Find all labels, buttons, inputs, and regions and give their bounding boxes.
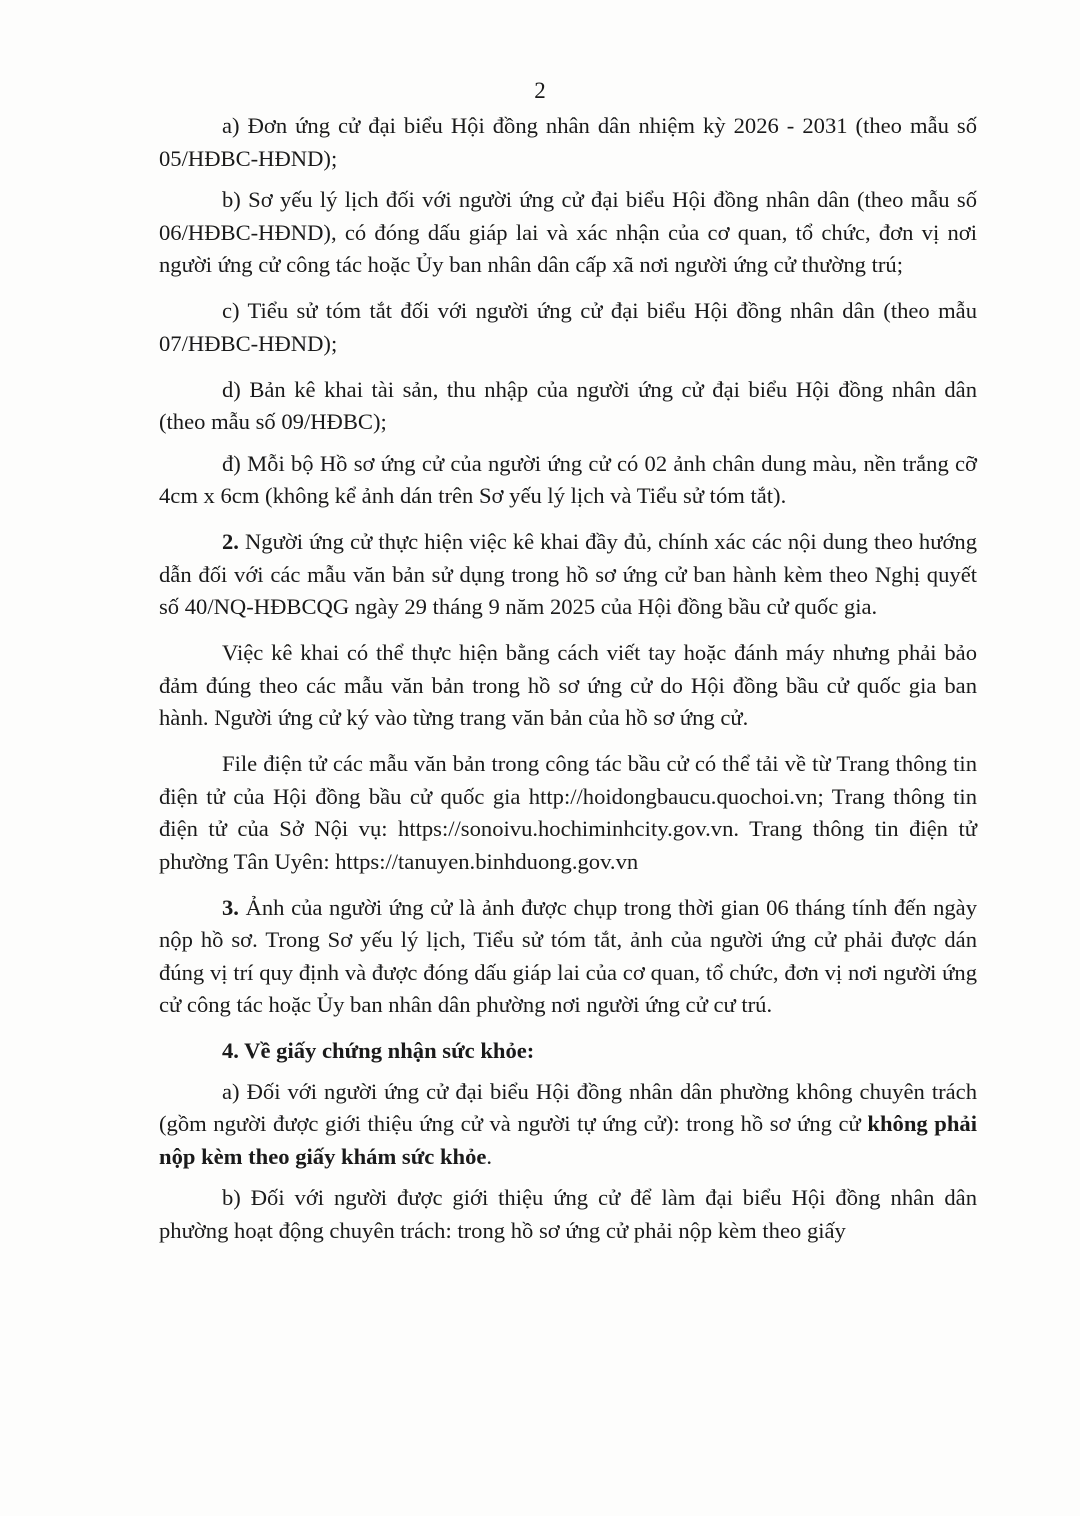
section-3-number: 3. xyxy=(222,894,239,920)
section-4-item-b: b) Đối với người được giới thiệu ứng cử để làm đại biểu Hội đồng nhân dân phường hoạt động chuyên trách: trong hồ sơ ứng cử phải nộp kèm theo giấy xyxy=(159,1185,977,1243)
section-3-text: Ảnh của người ứng cử là ảnh được chụp trong thời gian 06 tháng tính đến ngày nộp hồ sơ. Trong Sơ yếu lý lịch, Tiểu sử tóm tắt, ảnh của người ứng cử phải được dán đúng vị trí quy định và được đóng dấu giáp lai của cơ quan, tổ chức, đơn vị nơi người ứng cử công tác hoặc Ủy ban nhân dân phường nơi người ứng cử cư trú. xyxy=(159,894,977,1017)
section-2-text: Người ứng cử thực hiện việc kê khai đầy đủ, chính xác các nội dung theo hướng dẫn đối với các mẫu văn bản sử dụng trong hồ sơ ứng cử ban hành kèm theo Nghị quyết số 40/NQ-HĐBCQG ngày 29 tháng 9 năm 2025 của Hội đồng bầu cử quốc gia. xyxy=(159,529,977,619)
item-a: a) Đơn ứng cử đại biểu Hội đồng nhân dân nhiệm kỳ 2026 - 2031 (theo mẫu số 05/HĐBC-HĐND); xyxy=(159,113,977,171)
section-4-heading: 4. Về giấy chứng nhận sức khỏe: xyxy=(222,1038,535,1063)
section-2-paragraph xyxy=(159,526,977,624)
page-number: 2 xyxy=(534,78,546,103)
item-b: b) Sơ yếu lý lịch đối với người ứng cử đại biểu Hội đồng nhân dân (theo mẫu số 06/HĐBC-HĐND), có đóng dấu giáp lai và xác nhận của cơ quan, tổ chức, đơn vị nơi người ứng cử công tác hoặc Ủy ban nhân dân cấp xã nơi người ứng cử thường trú; xyxy=(159,187,977,277)
item-d: d) Bản kê khai tài sản, thu nhập của người ứng cử đại biểu Hội đồng nhân dân (theo mẫu số 09/HĐBC); xyxy=(159,376,977,434)
section-2-paragraph-3: File điện tử các mẫu văn bản trong công tác bầu cử có thể tải về từ Trang thông tin điện tử của Hội đồng bầu cử quốc gia http://hoidongbaucu.quochoi.vn; Trang thông tin điện tử của Sở Nội vụ: https://sonoivu.hochiminhcity.gov.vn. Trang thông tin điện tử phường Tân Uyên: https://tanuyen.binhduong.gov.vn xyxy=(159,751,977,874)
section-3-paragraph xyxy=(159,892,977,1022)
item-dd: đ) Mỗi bộ Hồ sơ ứng cử của người ứng cử có 02 ảnh chân dung màu, nền trắng cỡ 4cm x 6cm (không kể ảnh dán trên Sơ yếu lý lịch và Tiểu sử tóm tắt). xyxy=(159,450,977,508)
section-4-item-a xyxy=(159,1076,977,1174)
section-4-item-a-text: a) Đối với người ứng cử đại biểu Hội đồng nhân dân phường không chuyên trách (gồm người được giới thiệu ứng cử và người tự ứng cử): trong hồ sơ ứng cử xyxy=(159,1078,977,1136)
item-c: c) Tiểu sử tóm tắt đối với người ứng cử đại biểu Hội đồng nhân dân (theo mẫu 07/HĐBC-HĐND); xyxy=(159,298,977,356)
document-body xyxy=(159,110,977,1261)
section-4-item-a-end: . xyxy=(486,1143,493,1169)
section-2-paragraph-2: Việc kê khai có thể thực hiện bằng cách viết tay hoặc đánh máy nhưng phải bảo đảm đúng theo các mẫu văn bản trong hồ sơ ứng cử do Hội đồng bầu cử quốc gia ban hành. Người ứng cử ký vào từng trang văn bản của hồ sơ ứng cử. xyxy=(159,640,977,730)
section-4-item-a-bold: không phải nộp kèm theo giấy khám sức khỏe xyxy=(159,1111,977,1169)
section-2-number: 2. xyxy=(222,529,239,554)
